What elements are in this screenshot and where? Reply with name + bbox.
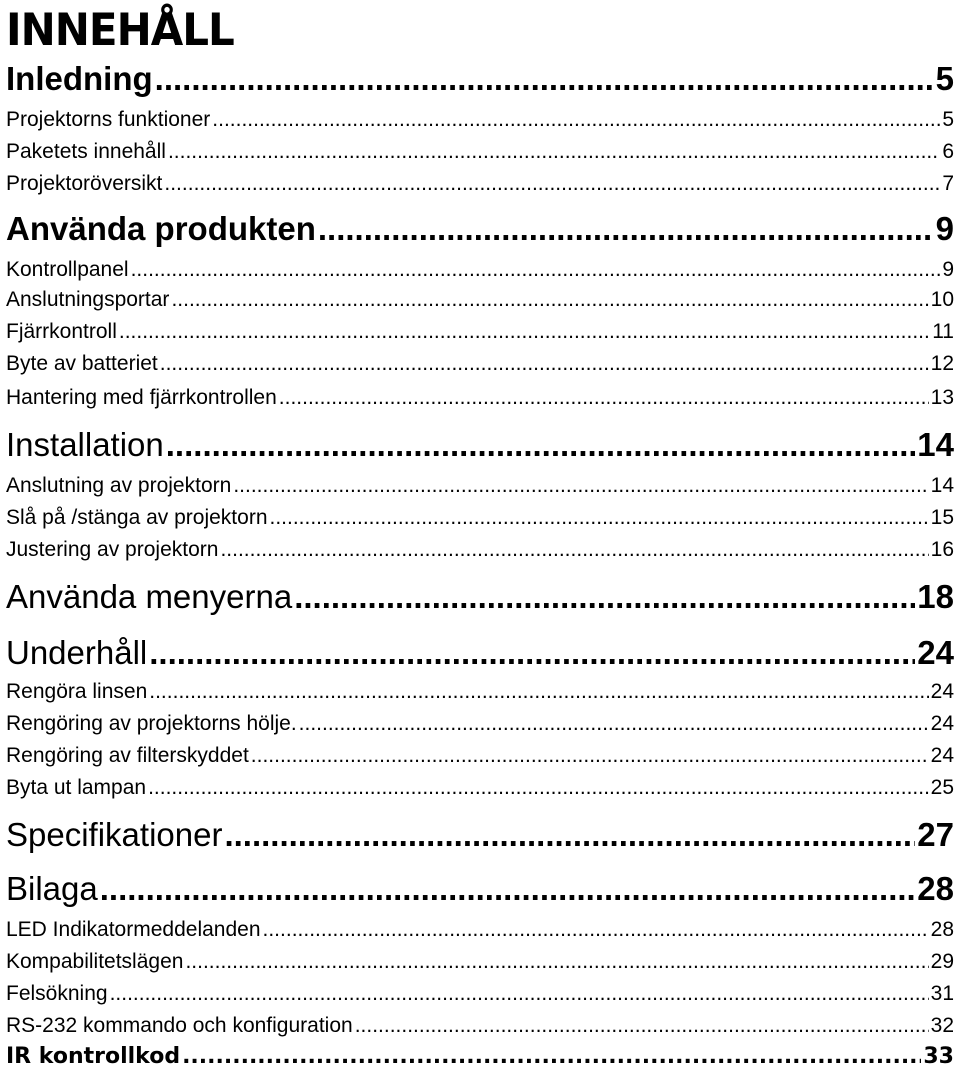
toc-entry-label: Kontrollpanel	[6, 258, 129, 281]
toc-page-number: 9	[935, 210, 954, 247]
toc-chapter-entry[interactable]	[6, 60, 954, 98]
toc-leader-dots	[171, 288, 928, 312]
toc-page-number: 13	[930, 386, 954, 409]
toc-leader-dots	[270, 506, 929, 530]
toc-section-entry[interactable]	[6, 982, 954, 1006]
toc-page-number: 14	[930, 474, 954, 497]
toc-leader-dots	[294, 578, 915, 616]
toc-page-number: 12	[930, 352, 954, 375]
toc-leader-dots	[299, 712, 929, 736]
toc-entry-label: Felsökning	[6, 982, 108, 1005]
toc-section-entry[interactable]	[6, 1044, 954, 1069]
toc-entry-label: Slå på /stänga av projektorn	[6, 506, 268, 529]
toc-section-entry[interactable]	[6, 950, 954, 974]
toc-leader-dots	[119, 320, 930, 344]
toc-page-number: 24	[930, 744, 954, 767]
toc-leader-dots	[164, 172, 940, 196]
toc-section-entry[interactable]	[6, 386, 954, 410]
toc-leader-dots	[318, 210, 934, 248]
toc-entry-label: Specifikationer	[6, 816, 223, 853]
toc-entry-label: Paketets innehåll	[6, 140, 166, 163]
toc-section-entry[interactable]	[6, 172, 954, 196]
toc-section-entry[interactable]	[6, 288, 954, 312]
toc-page-number: 27	[917, 816, 954, 853]
toc-section-entry[interactable]	[6, 776, 954, 800]
toc-section-entry[interactable]	[6, 474, 954, 498]
toc-leader-dots	[166, 426, 916, 464]
toc-chapter-entry[interactable]	[6, 870, 954, 908]
toc-leader-dots	[355, 1014, 929, 1038]
toc-section-entry[interactable]	[6, 538, 954, 562]
toc-entry-label: Rengöring av filterskyddet	[6, 744, 249, 767]
toc-entry-label: Rengöra linsen	[6, 680, 148, 703]
toc-entry-label: LED Indikatormeddelanden	[6, 918, 261, 941]
toc-section-entry[interactable]	[6, 140, 954, 164]
page-title: INNEHÅLL	[6, 3, 234, 56]
toc-page-number: 11	[932, 320, 954, 343]
toc-leader-dots	[233, 474, 928, 498]
toc-section-entry[interactable]	[6, 744, 954, 768]
toc-entry-label: Projektorns funktioner	[6, 108, 211, 131]
toc-page-number: 6	[942, 140, 954, 163]
toc-leader-dots	[149, 634, 915, 672]
toc-page-number: 9	[942, 258, 954, 281]
toc-entry-label: Projektoröversikt	[6, 172, 163, 195]
toc-entry-label: Rengöring av projektorns hölje.	[6, 712, 297, 735]
toc-entry-label: Justering av projektorn	[6, 538, 219, 561]
toc-section-entry[interactable]	[6, 258, 954, 282]
toc-leader-dots	[148, 776, 929, 800]
toc-leader-dots	[224, 816, 915, 854]
toc-page-number: 10	[930, 288, 954, 311]
toc-leader-dots	[185, 950, 928, 974]
toc-leader-dots	[263, 918, 929, 942]
toc-entry-label: Inledning	[6, 60, 153, 97]
toc-leader-dots	[155, 60, 934, 98]
toc-entry-label: Anslutningsportar	[6, 288, 170, 311]
toc-leader-dots	[110, 982, 929, 1006]
toc-chapter-entry[interactable]	[6, 426, 954, 464]
toc-leader-dots	[251, 744, 929, 768]
toc-leader-dots	[149, 680, 928, 704]
toc-section-entry[interactable]	[6, 506, 954, 530]
toc-section-entry[interactable]	[6, 680, 954, 704]
toc-entry-label: Byte av batteriet	[6, 352, 158, 375]
toc-section-entry[interactable]	[6, 108, 954, 132]
toc-entry-label: Kompabilitetslägen	[6, 950, 184, 973]
toc-leader-dots	[131, 258, 941, 282]
toc-entry-label: Använda produkten	[6, 210, 316, 247]
toc-page-number: 24	[917, 634, 954, 671]
toc-leader-dots	[160, 352, 929, 376]
toc-entry-label: Hantering med fjärrkontrollen	[6, 386, 277, 409]
toc-page-number: 29	[930, 950, 954, 973]
toc-page-number: 31	[930, 982, 954, 1005]
toc-chapter-entry[interactable]	[6, 816, 954, 854]
toc-page-number: 16	[930, 538, 954, 561]
toc-leader-dots	[182, 1044, 921, 1069]
toc-leader-dots	[220, 538, 928, 562]
toc-page-number: 14	[917, 426, 954, 463]
toc-entry-label: Använda menyerna	[6, 578, 293, 615]
toc-leader-dots	[168, 140, 940, 164]
toc-leader-dots	[279, 386, 929, 410]
toc-leader-dots	[100, 870, 916, 908]
toc-chapter-entry[interactable]	[6, 578, 954, 616]
toc-page-number: 18	[917, 578, 954, 615]
toc-page-number: 25	[930, 776, 954, 799]
toc-page-number: 24	[930, 712, 954, 735]
toc-entry-label: Bilaga	[6, 870, 98, 907]
toc-page-number: 24	[930, 680, 954, 703]
toc-page-number: 7	[942, 172, 954, 195]
toc-entry-label: RS-232 kommando och konfiguration	[6, 1014, 353, 1037]
toc-entry-label: IR kontrollkod	[6, 1044, 181, 1069]
toc-page-number: 5	[942, 108, 954, 131]
toc-entry-label: Anslutning av projektorn	[6, 474, 232, 497]
toc-section-entry[interactable]	[6, 320, 954, 344]
toc-page-number: 15	[930, 506, 954, 529]
toc-entry-label: Installation	[6, 426, 164, 463]
toc-page-number: 28	[917, 870, 954, 907]
toc-section-entry[interactable]	[6, 712, 954, 736]
toc-page-number: 28	[930, 918, 954, 941]
toc-page-number: 33	[923, 1044, 954, 1069]
toc-page-number: 5	[935, 60, 954, 97]
toc-page-number: 32	[930, 1014, 954, 1037]
toc-entry-label: Byta ut lampan	[6, 776, 147, 799]
toc-entry-label: Fjärrkontroll	[6, 320, 117, 343]
toc-chapter-entry[interactable]	[6, 634, 954, 672]
toc-section-entry[interactable]	[6, 918, 954, 942]
toc-section-entry[interactable]	[6, 1014, 954, 1038]
toc-section-entry[interactable]	[6, 352, 954, 376]
toc-entry-label: Underhåll	[6, 634, 148, 671]
toc-leader-dots	[212, 108, 940, 132]
toc-chapter-entry[interactable]	[6, 210, 954, 248]
